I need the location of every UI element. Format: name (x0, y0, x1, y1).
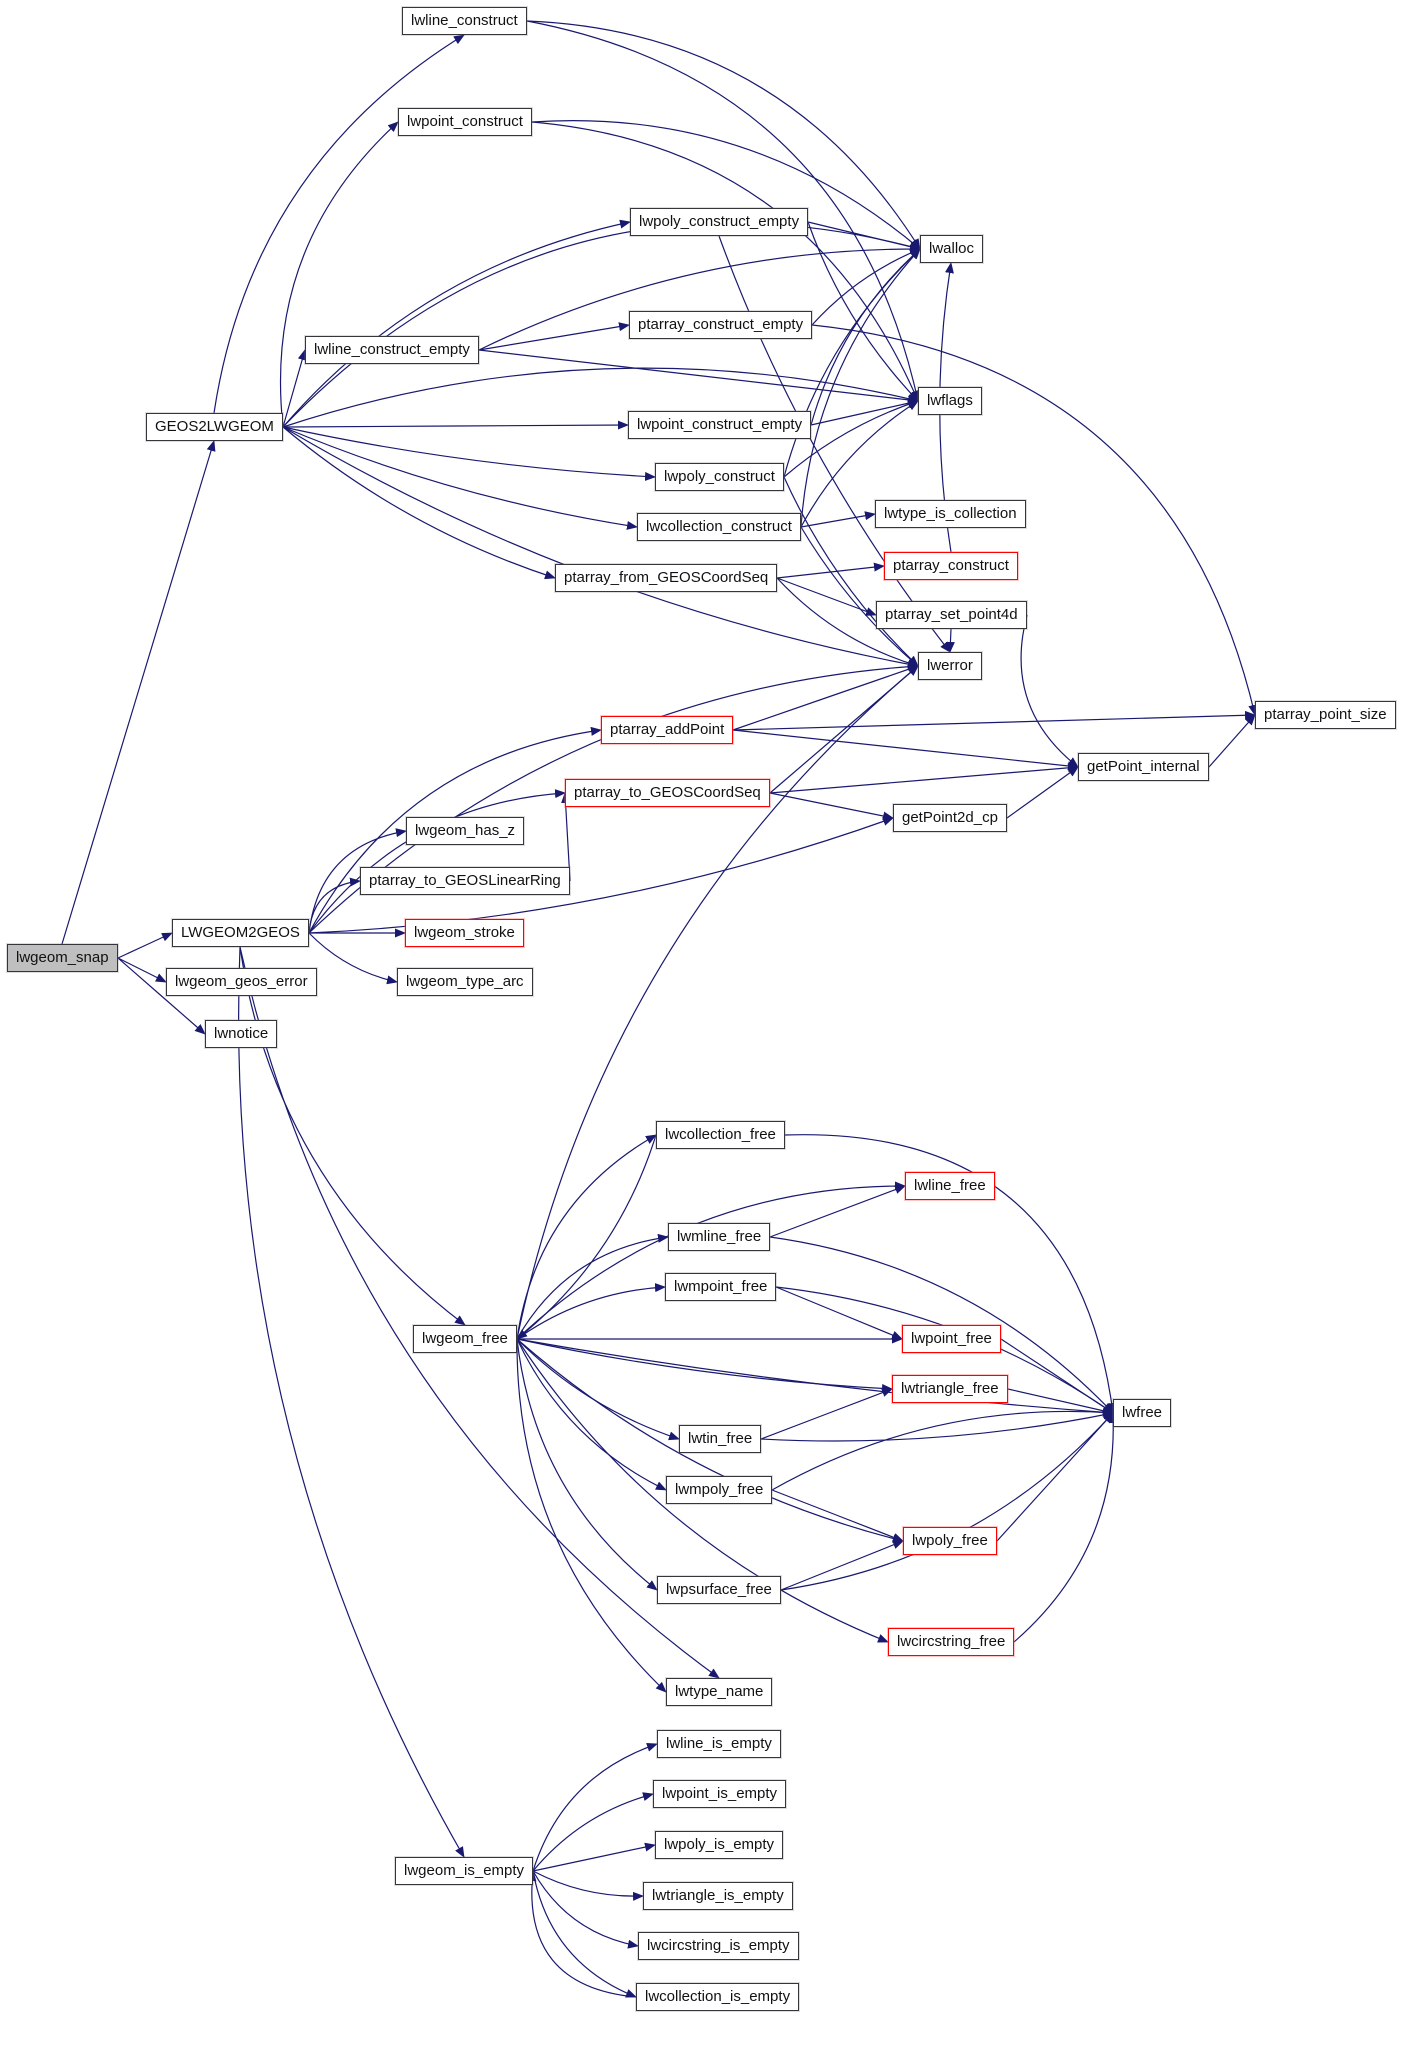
graph-node-GEOS2LWGEOM[interactable]: GEOS2LWGEOM (146, 413, 283, 441)
call-edge-lwcollection_construct-to-lwalloc (801, 249, 920, 527)
call-edge-GEOS2LWGEOM-to-lwcollection_construct (283, 427, 637, 527)
call-edge-lwtin_free-to-lwfree (761, 1413, 1113, 1441)
graph-node-LWGEOM2GEOS[interactable]: LWGEOM2GEOS (172, 919, 309, 947)
graph-node-ptarray_to_GEOSLinearRing[interactable]: ptarray_to_GEOSLinearRing (360, 867, 570, 895)
call-edge-ptarray_addPoint-to-getPoint_internal (733, 730, 1078, 767)
graph-node-lwpoly_construct_empty[interactable]: lwpoly_construct_empty (630, 208, 808, 236)
call-edge-lwgeom_is_empty-to-lwtriangle_is_empty (533, 1871, 643, 1896)
call-edge-lwline_construct_empty-to-ptarray_construct_empty (479, 325, 629, 350)
graph-node-lwpoint_construct_empty[interactable]: lwpoint_construct_empty (628, 411, 811, 439)
graph-node-lwline_is_empty[interactable]: lwline_is_empty (657, 1730, 781, 1758)
call-edge-lwmline_free-to-lwline_free (770, 1186, 905, 1237)
graph-node-lwgeom_is_empty[interactable]: lwgeom_is_empty (395, 1857, 533, 1885)
call-edge-ptarray_addPoint-to-ptarray_point_size (733, 715, 1255, 730)
graph-node-lwcollection_is_empty[interactable]: lwcollection_is_empty (636, 1983, 799, 2011)
call-edge-ptarray_construct_empty-to-lwalloc (812, 249, 920, 325)
graph-node-lwpoly_is_empty[interactable]: lwpoly_is_empty (655, 1831, 783, 1859)
graph-node-lwline_construct[interactable]: lwline_construct (402, 7, 527, 35)
call-edge-lwgeom_free-to-lwtin_free (517, 1339, 679, 1439)
call-edge-lwgeom_is_empty-to-lwpoint_is_empty (533, 1794, 653, 1871)
graph-node-lwnotice[interactable]: lwnotice (205, 1020, 277, 1048)
call-edge-ptarray_set_point4d-to-lwerror (950, 629, 951, 652)
call-edge-ptarray_to_GEOSCoordSeq-to-getPoint2d_cp (770, 793, 893, 818)
call-edge-GEOS2LWGEOM-to-lwpoint_construct_empty (283, 425, 628, 427)
call-edge-GEOS2LWGEOM-to-lwpoly_construct_empty (283, 222, 630, 427)
graph-node-getPoint2d_cp[interactable]: getPoint2d_cp (893, 804, 1007, 832)
graph-node-lwpoint_free[interactable]: lwpoint_free (902, 1325, 1001, 1353)
graph-node-lwgeom_type_arc[interactable]: lwgeom_type_arc (397, 968, 533, 996)
call-edge-lwgeom_is_empty-to-lwcircstring_is_empty (533, 1871, 638, 1946)
call-edge-ptarray_set_point4d-to-getPoint_internal (1021, 615, 1078, 767)
graph-node-lwmline_free[interactable]: lwmline_free (668, 1223, 770, 1251)
call-edge-LWGEOM2GEOS-to-lwtype_name (240, 947, 719, 1678)
graph-node-lwpsurface_free[interactable]: lwpsurface_free (657, 1576, 781, 1604)
graph-node-lwtin_free[interactable]: lwtin_free (679, 1425, 761, 1453)
graph-node-lwline_construct_empty[interactable]: lwline_construct_empty (305, 336, 479, 364)
call-edge-lwmpoint_free-to-lwpoint_free (776, 1287, 902, 1339)
graph-node-lwpoint_is_empty[interactable]: lwpoint_is_empty (653, 1780, 786, 1808)
call-edge-ptarray_to_GEOSCoordSeq-to-getPoint_internal (770, 767, 1078, 793)
call-edge-lwgeom_snap-to-GEOS2LWGEOM (62, 441, 214, 944)
call-edge-lwgeom_free-to-lwmpoint_free (517, 1287, 665, 1339)
call-edge-ptarray_from_GEOSCoordSeq-to-ptarray_set_point4d (777, 578, 876, 615)
graph-node-ptarray_construct[interactable]: ptarray_construct (884, 552, 1018, 580)
graph-node-lwfree[interactable]: lwfree (1113, 1399, 1171, 1427)
graph-node-lwgeom_stroke[interactable]: lwgeom_stroke (405, 919, 524, 947)
graph-node-ptarray_construct_empty[interactable]: ptarray_construct_empty (629, 311, 812, 339)
call-edge-lwtin_free-to-lwtriangle_free (761, 1389, 892, 1439)
graph-node-lwpoly_construct[interactable]: lwpoly_construct (655, 463, 784, 491)
graph-node-ptarray_set_point4d[interactable]: ptarray_set_point4d (876, 601, 1027, 629)
graph-node-lwcollection_free[interactable]: lwcollection_free (656, 1121, 785, 1149)
graph-node-lwgeom_free[interactable]: lwgeom_free (413, 1325, 517, 1353)
call-edge-lwline_construct_empty-to-lwflags (479, 350, 918, 401)
call-edge-lwcircstring_free-to-lwfree (1014, 1413, 1113, 1642)
graph-node-lwtriangle_free[interactable]: lwtriangle_free (892, 1375, 1008, 1403)
call-edge-lwgeom_snap-to-LWGEOM2GEOS (118, 933, 172, 958)
call-edge-ptarray_addPoint-to-lwerror (733, 666, 918, 730)
call-edge-LWGEOM2GEOS-to-lwgeom_is_empty (239, 947, 464, 1857)
call-edge-lwgeom_is_empty-to-lwline_is_empty (533, 1744, 657, 1871)
call-edge-lwgeom_is_empty-to-lwpoly_is_empty (533, 1845, 655, 1871)
graph-node-getPoint_internal[interactable]: getPoint_internal (1078, 753, 1209, 781)
call-edge-lwpoint_free-to-lwfree (1001, 1339, 1113, 1413)
call-edge-lwpoint_construct-to-lwflags (532, 122, 918, 401)
graph-node-lwline_free[interactable]: lwline_free (905, 1172, 995, 1200)
graph-node-lwgeom_snap[interactable]: lwgeom_snap (7, 944, 118, 972)
call-edge-LWGEOM2GEOS-to-lwgeom_type_arc (309, 933, 397, 982)
graph-node-lwmpoint_free[interactable]: lwmpoint_free (665, 1273, 776, 1301)
call-edge-lwgeom_free-to-lwmpoly_free (517, 1339, 666, 1490)
graph-node-lwtype_name[interactable]: lwtype_name (666, 1678, 772, 1706)
graph-node-lwerror[interactable]: lwerror (918, 652, 982, 680)
graph-node-ptarray_to_GEOSCoordSeq[interactable]: ptarray_to_GEOSCoordSeq (565, 779, 770, 807)
graph-node-lwalloc[interactable]: lwalloc (920, 235, 983, 263)
call-edge-lwmpoly_free-to-lwpoly_free (772, 1490, 903, 1541)
call-edge-lwpoint_construct_empty-to-lwflags (811, 401, 918, 425)
call-edge-lwgeom_free-to-lwmline_free (517, 1237, 668, 1339)
graph-node-ptarray_from_GEOSCoordSeq[interactable]: ptarray_from_GEOSCoordSeq (555, 564, 777, 592)
graph-node-lwflags[interactable]: lwflags (918, 387, 982, 415)
graph-node-lwgeom_geos_error[interactable]: lwgeom_geos_error (166, 968, 317, 996)
call-edge-lwgeom_free-to-lwfree (517, 1339, 1113, 1413)
graph-node-lwtype_is_collection[interactable]: lwtype_is_collection (875, 500, 1026, 528)
graph-node-lwpoint_construct[interactable]: lwpoint_construct (398, 108, 532, 136)
call-edge-getPoint2d_cp-to-getPoint_internal (1007, 767, 1078, 818)
call-edge-lwpsurface_free-to-lwfree (781, 1413, 1113, 1590)
call-edge-lwcollection_construct-to-lwtype_is_collection (801, 514, 875, 527)
graph-node-lwcircstring_free[interactable]: lwcircstring_free (888, 1628, 1014, 1656)
graph-node-lwgeom_has_z[interactable]: lwgeom_has_z (406, 817, 524, 845)
graph-node-ptarray_point_size[interactable]: ptarray_point_size (1255, 701, 1396, 729)
graph-node-lwtriangle_is_empty[interactable]: lwtriangle_is_empty (643, 1882, 793, 1910)
graph-node-ptarray_addPoint[interactable]: ptarray_addPoint (601, 716, 733, 744)
graph-node-lwcircstring_is_empty[interactable]: lwcircstring_is_empty (638, 1932, 799, 1960)
call-edge-LWGEOM2GEOS-to-lwgeom_free (240, 947, 465, 1325)
graph-node-lwmpoly_free[interactable]: lwmpoly_free (666, 1476, 772, 1504)
graph-node-lwcollection_construct[interactable]: lwcollection_construct (637, 513, 801, 541)
call-edge-lwgeom_free-to-lwtype_name (517, 1339, 666, 1692)
call-edge-lwgeom_free-to-lwtriangle_free (517, 1339, 892, 1389)
call-edge-getPoint_internal-to-ptarray_point_size (1209, 715, 1255, 767)
call-edge-ptarray_from_GEOSCoordSeq-to-ptarray_construct (777, 566, 884, 578)
call-edge-GEOS2LWGEOM-to-lwpoint_construct (280, 122, 398, 427)
call-edge-lwmpoly_free-to-lwfree (772, 1411, 1113, 1490)
graph-node-lwpoly_free[interactable]: lwpoly_free (903, 1527, 997, 1555)
